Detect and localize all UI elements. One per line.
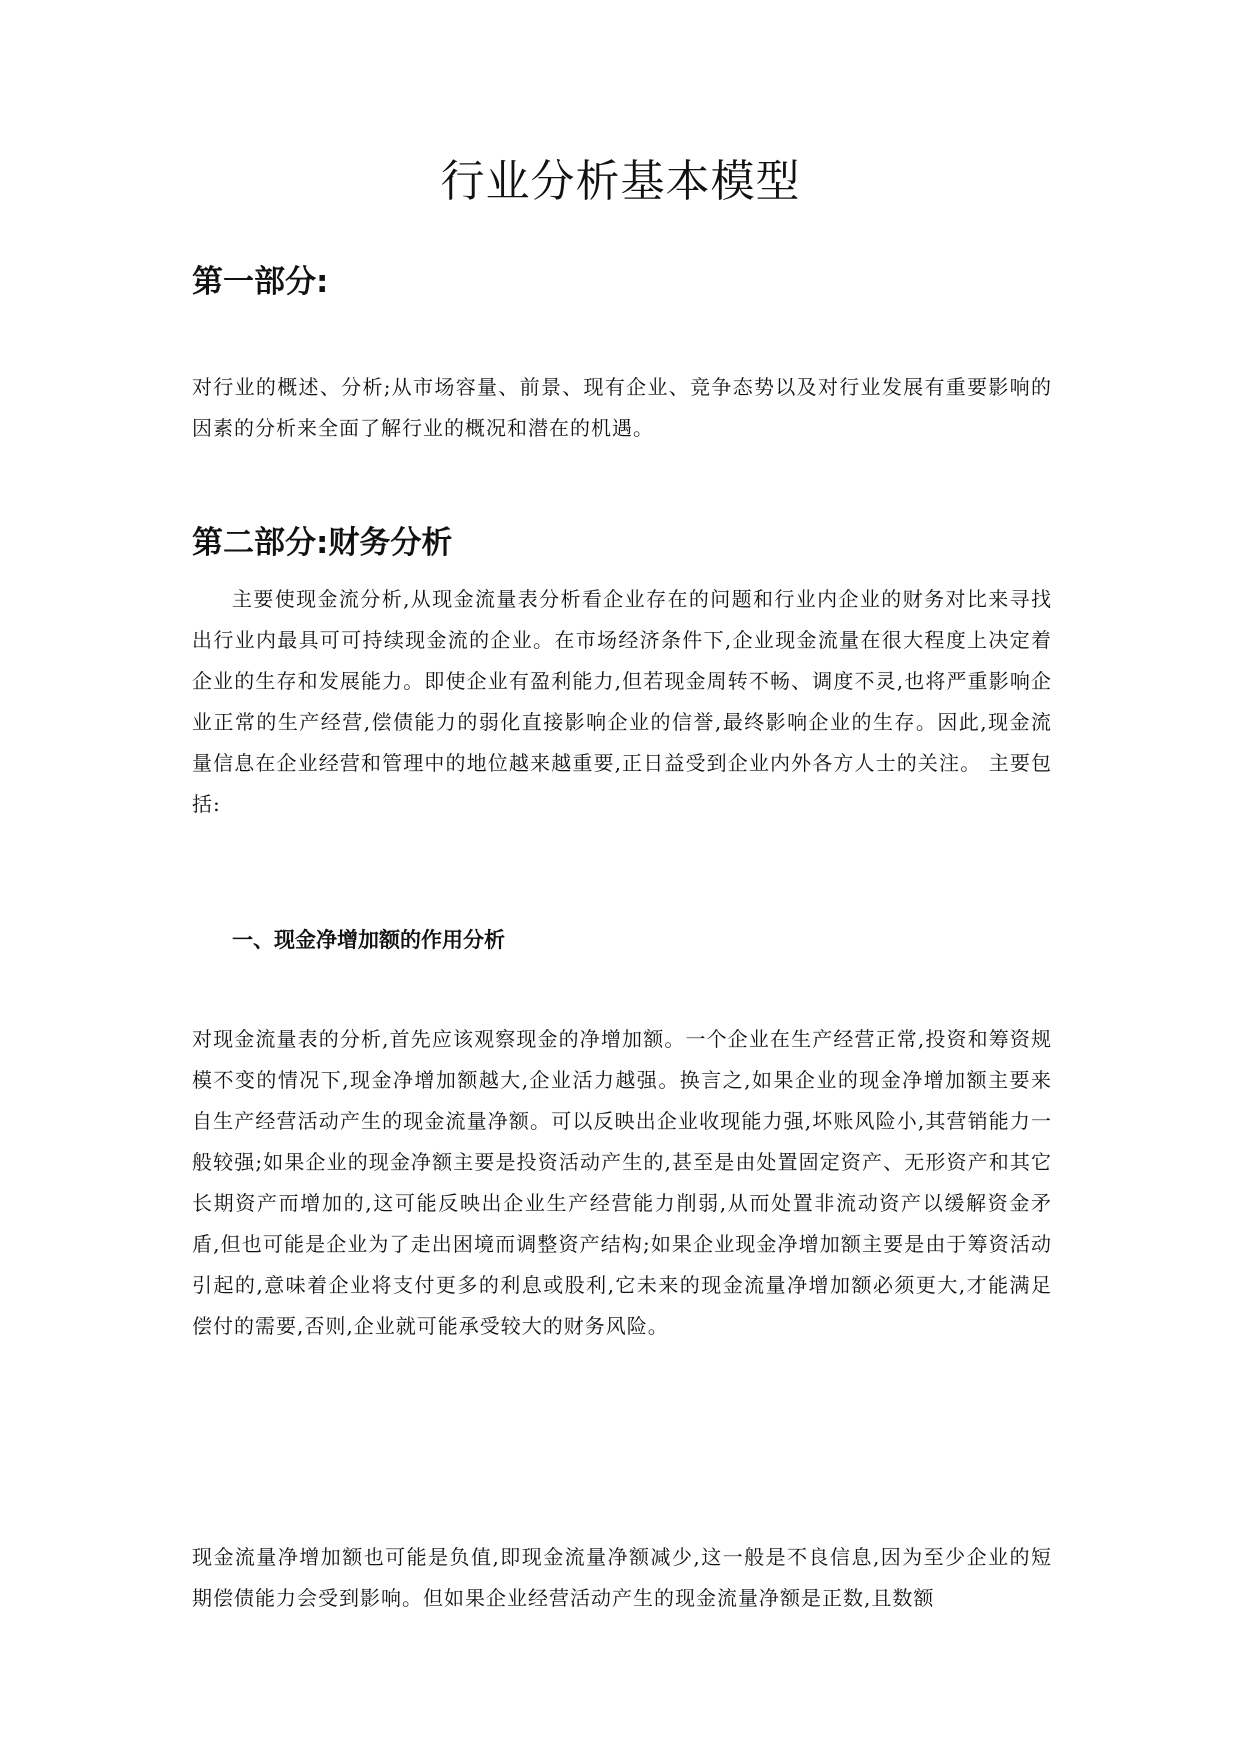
part1-heading: 第一部分: (192, 264, 329, 300)
part2-heading: 第二部分:财务分析 (192, 525, 453, 561)
part2-paragraph: 主要使现金流分析,从现金流量表分析看企业存在的问题和行业内企业的财务对比来寻找出行业内最具可可持续现金流的企业。在市场经济条件下,企业现金流量在很大程度上决定着企业的生存和发展能力。即使企业有盈利能力,但若现金周转不畅、调度不灵,也将严重影响企业正常的生产经营,偿债能力的弱化直接影响企业的信誉,最终影响企业的生存。因此,现金流量信息在企业经营和管理中的地位越来越重要,正日益受到企业内外各方人士的关注。 主要包括: (192, 587, 1052, 816)
document-title: 行业分析基本模型 (440, 156, 801, 207)
section1-paragraph-2: 现金流量净增加额也可能是负值,即现金流量净额减少,这一般是不良信息,因为至少企业的短期偿债能力会受到影响。但如果企业经营活动产生的现金流量净额是正数,且数额 (192, 1545, 1052, 1610)
section1-paragraph-1: 对现金流量表的分析,首先应该观察现金的净增加额。一个企业在生产经营正常,投资和筹资规模不变的情况下,现金净增加额越大,企业活力越强。换言之,如果企业的现金净增加额主要来自生产经营活动产生的现金流量净额。可以反映出企业收现能力强,坏账风险小,其营销能力一般较强;如果企业的现金净额主要是投资活动产生的,甚至是由处置固定资产、无形资产和其它长期资产而增加的,这可能反映出企业生产经营能力削弱,从而处置非流动资产以缓解资金矛盾,但也可能是企业为了走出困境而调整资产结构;如果企业现金净增加额主要是由于筹资活动引起的,意味着企业将支付更多的利息或股利,它未来的现金流量净增加额必须更大,才能满足偿付的需要,否则,企业就可能承受较大的财务风险。 (192, 1027, 1052, 1338)
part1-paragraph: 对行业的概述、分析;从市场容量、前景、现有企业、竞争态势以及对行业发展有重要影响的因素的分析来全面了解行业的概况和潜在的机遇。 (192, 375, 1052, 440)
section1-heading: 一、现金净增加额的作用分析 (232, 928, 505, 952)
